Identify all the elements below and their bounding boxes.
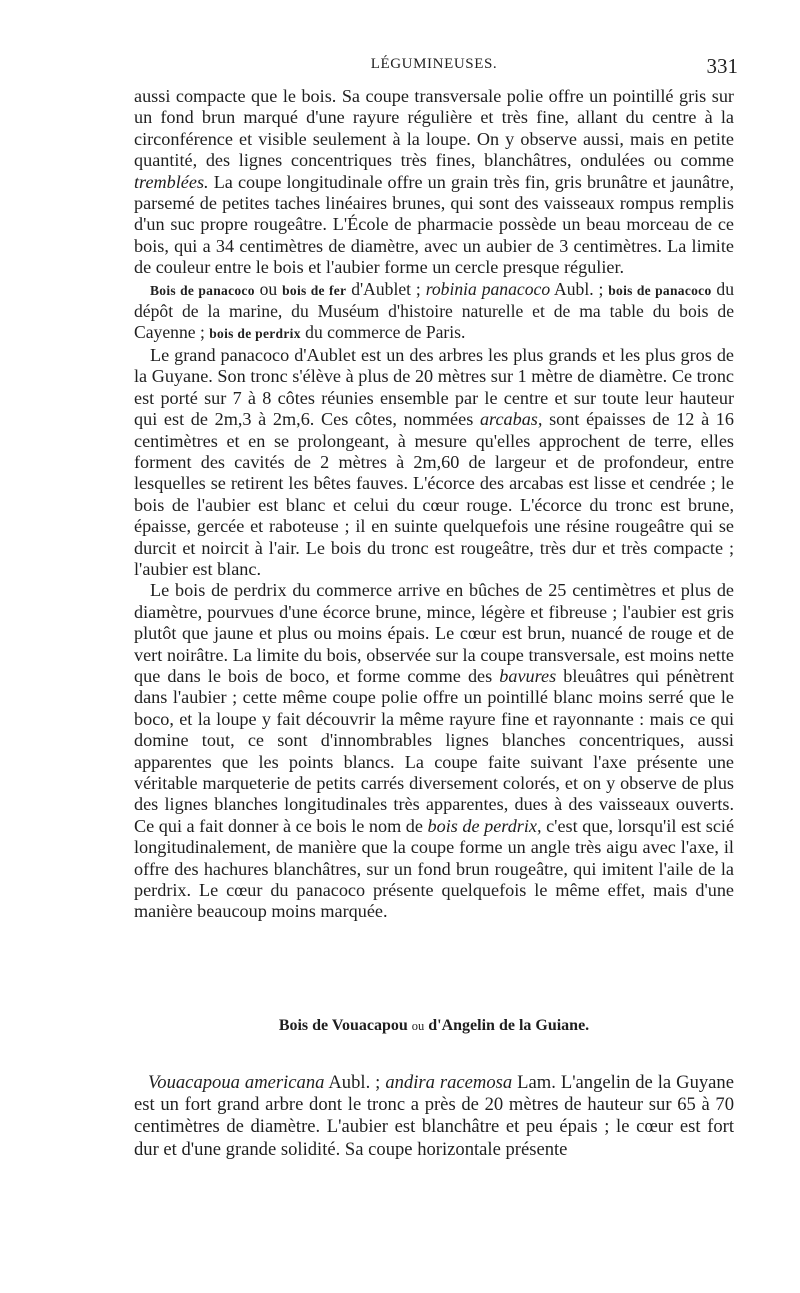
section-heading-part-1: Bois de Vouacapou <box>278 1017 408 1034</box>
synonym-name-3: bois de panacoco <box>608 282 712 298</box>
paragraph-3 <box>134 580 734 923</box>
paragraph-3-end: c'est que, lorsqu'il est scié longitudinalement, de manière que la coupe forme un angle très aigu avec l'axe, il offre des hachures blanchâtres, sur un fond brun rougeâtre, qui imitent l'aile de la perdrix. Le cœur du panacoco présente quelquefois le même effet, mais d'une manière beaucoup moins marquée. <box>134 815 735 922</box>
paragraph-1-italic: tremblées. <box>134 171 209 192</box>
main-text <box>134 86 734 923</box>
paragraph-2 <box>134 345 734 580</box>
synonym-text-2: Aubl. ; <box>554 278 604 299</box>
page-number: 331 <box>706 54 738 78</box>
section-heading <box>134 1017 734 1035</box>
running-title: LÉGUMINEUSES. <box>370 56 498 72</box>
paragraph-2-end: sont épaisses de 12 à 16 centimètres et en se prolongeant, à mesure qu'elles approchent de terre, elles forment des cavités de 2 mètres à 2m,60 de largeur et de profondeur, entre lesquelles se retirent les bêtes fauves. L'écorce des arcabas est lisse et cendrée ; le bois de l'aubier est blanc et celui du cœur rouge. L'écorce du tronc est brune, épaisse, gercée et raboteuse ; il en suinte quelquefois une résine rougeâtre qui se durcit et noircit à l'air. Le bois du tronc est rougeâtre, très dur et très compacte ; l'aubier est blanc. <box>134 409 734 579</box>
paragraph-2-start: Le grand panacoco d'Aublet est un des arbres les plus grands et les plus gros de la Guyane. Son tronc s'élève à plus de 20 mètres sur 1 mètre de diamètre. Ce tronc est porté sur 7 à 8 côtes réunies ensemble par le centre et sur toute leur hauteur qui est de 2m,3 à 2m,6. Ces côtes, nommées <box>134 344 734 430</box>
section-heading-sep: ou <box>411 1019 425 1033</box>
section-heading-part-2: d'Angelin de la Guiane. <box>428 1017 590 1034</box>
paragraph-4-text-2: Lam. L'angelin de la Guyane est un fort grand arbre dont le tronc a près de 20 mètres de hauteur sur 65 à 70 centimètres de diamètre. L'aubier est blanchâtre et peu épais ; le cœur est fort dur et d'une grande solidité. Sa coupe horizontale présente <box>134 1072 734 1160</box>
paragraph-3-italic-1: bavures <box>499 665 557 686</box>
synonym-sep-1: ou <box>259 278 278 299</box>
paragraph-3-italic-2: bois de perdrix, <box>427 815 542 836</box>
synonym-text-3: du dépôt de la marine, du Muséum d'histoire naturelle et de ma table du bois de Cayenne ; <box>134 278 734 343</box>
paragraph-2-italic: arcabas, <box>479 409 543 430</box>
paragraph-4-latin-1: Vouacapoua americana <box>148 1072 325 1093</box>
paragraph-1-end: La coupe longitudinale offre un grain très fin, gris brunâtre et jaunâtre, parsemé de petites taches linéaires brunes, qui sont des vaisseaux rompus remplis d'un suc propre rougeâtre. L'École de pharmacie possède un beau morceau de ce bois, qui a 34 centimètres de diamètre, avec un aubier de 3 centimètres. La limite de couleur entre le bois et l'aubier forme un cercle presque régulier. <box>134 171 734 278</box>
paragraph-4-text-1: Aubl. ; <box>328 1072 381 1093</box>
section-text <box>134 1072 734 1161</box>
paragraph-1 <box>134 86 734 279</box>
synonym-name-4: bois de perdrix <box>209 326 301 342</box>
paragraph-3-start: Le bois de perdrix du commerce arrive en bûches de 25 centimètres et plus de diamètre, pourvues d'une écorce brune, mince, légère et fibreuse ; l'aubier est gris plutôt que jaune et plus ou moins épais. Le cœur est brun, nuancé de rouge et de vert noirâtre. La limite du bois, observée sur la coupe transversale, est moins nette que dans le bois de boco, et forme comme des <box>134 580 734 686</box>
synonym-latin: robinia panacoco <box>425 278 551 299</box>
synonyms-paragraph <box>134 279 734 345</box>
paragraph-4 <box>134 1072 734 1161</box>
paragraph-3-mid: bleuâtres qui pénètrent dans l'aubier ; cette même coupe polie offre un pointillé blanc moins serré que le boco, et la loupe y fait découvrir la même rayure fine et rayonnante : mais ce qui domine tout, ce sont d'innombrables lignes blanches concentriques, aussi apparentes que les points blancs. La coupe faite suivant l'axe présente une véritable marqueterie de petits carrés diversement colorés, et on y observe de plus des lignes blanches longitudinales très apparentes, dues à des vaisseaux ouverts. Ce qui a fait donner à ce bois le nom de <box>134 665 735 836</box>
synonym-name-1: Bois de panacoco <box>150 282 255 298</box>
synonym-name-2: bois de fer <box>282 282 347 298</box>
page-header <box>134 54 738 78</box>
paragraph-4-latin-2: andira racemosa <box>385 1072 513 1093</box>
synonym-text-1: d'Aublet ; <box>351 278 421 299</box>
synonym-text-4: du commerce de Paris. <box>305 322 466 343</box>
paragraph-1-text: aussi compacte que le bois. Sa coupe transversale polie offre un pointillé gris sur un fond brun marqué d'une rayure régulière et très fine, allant du centre à la circonférence et visible seulement à la loupe. On y observe aussi, mais en petite quantité, des lignes concentriques très fines, blanchâtres, ondulées ou comme <box>134 86 734 171</box>
